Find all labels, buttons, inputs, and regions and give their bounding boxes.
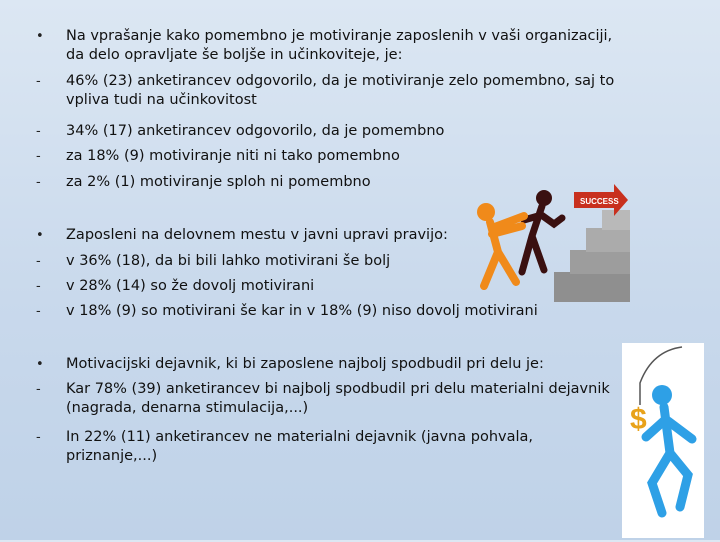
bullet-marker: • <box>36 228 44 243</box>
list-item-text: za 18% (9) motiviranje niti ni tako pomembno <box>66 148 400 164</box>
dash-marker: - <box>36 149 41 164</box>
list-item <box>0 355 700 375</box>
list-item-text: Kar 78% (39) anketirancev bi najbolj spodbudil pri delu materialni dejavnik (nagrada, denarna stimulacija,...) <box>66 381 610 416</box>
runner-illustration-panel <box>622 343 704 538</box>
dash-marker: - <box>36 279 41 294</box>
list-item-text: za 2% (1) motiviranje sploh ni pomembno <box>66 174 371 190</box>
success-stairs-illustration <box>462 176 632 306</box>
bullet-marker: • <box>36 29 44 44</box>
dollar-icon: $ <box>630 403 647 436</box>
dash-marker: - <box>36 254 41 269</box>
list-item-text: 46% (23) anketirancev odgovorilo, da je motiviranje zelo pomembno, saj to vpliva tudi na učinkovitost <box>66 73 615 108</box>
dash-marker: - <box>36 175 41 190</box>
bullet-marker: • <box>36 357 44 372</box>
list-item-text: v 18% (9) so motivirani še kar in v 18% (9) niso dovolj motivirani <box>66 303 538 319</box>
runner-icon <box>646 385 692 513</box>
list-item-text: Motivacijski dejavnik, ki bi zaposlene najbolj spodbudil pri delu je: <box>66 356 544 372</box>
dash-marker: - <box>36 74 41 89</box>
dark-figure-icon <box>522 190 562 272</box>
list-item-text: v 36% (18), da bi bili lahko motivirani še bolj <box>66 253 391 269</box>
svg-text:SUCCESS: SUCCESS <box>580 197 619 206</box>
list-item <box>0 72 700 112</box>
list-item <box>0 147 700 167</box>
list-item-text: 34% (17) anketirancev odgovorilo, da je pomembno <box>66 123 445 139</box>
list-item <box>0 27 700 67</box>
list-item <box>0 122 700 142</box>
list-item-text: In 22% (11) anketirancev ne materialni dejavnik (javna pohvala, priznanje,...) <box>66 429 534 464</box>
dash-marker: - <box>36 382 41 397</box>
list-item-text: Zaposleni na delovnem mestu v javni upravi pravijo: <box>66 227 448 243</box>
list-item-text: v 28% (14) so že dovolj motivirani <box>66 278 315 294</box>
orange-figure-icon <box>477 203 524 286</box>
list-item <box>0 428 700 464</box>
runner-dollar-illustration <box>622 343 704 538</box>
dash-marker: - <box>36 304 41 319</box>
dash-marker: - <box>36 124 41 139</box>
stairs-icon <box>554 210 630 302</box>
list-item <box>0 380 700 420</box>
list-item-text: Na vprašanje kako pomembno je motiviranje zaposlenih v vaši organizaciji, da delo opravljate še boljše in učinkoviteje, je: <box>66 28 613 63</box>
dash-marker: - <box>36 430 41 445</box>
